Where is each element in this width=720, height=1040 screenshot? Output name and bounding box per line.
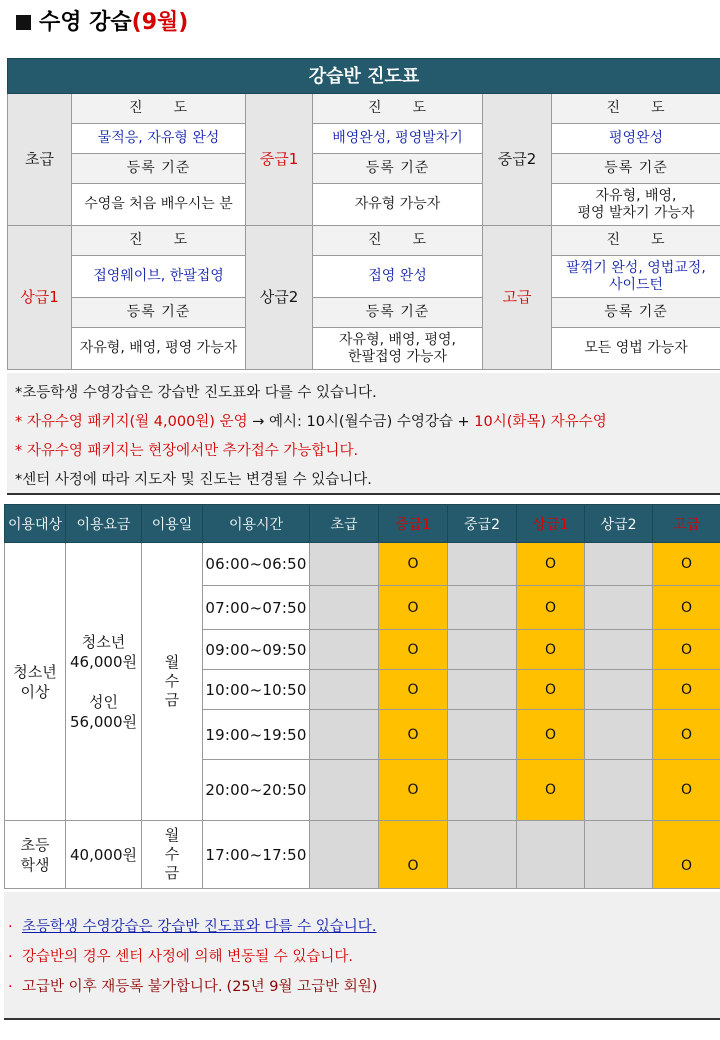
- notes-bottom: [4, 892, 720, 1020]
- time-slot: 07:00~07:50: [203, 586, 310, 630]
- cell-empty: [310, 670, 379, 710]
- bullet-icon: ·: [8, 949, 13, 965]
- note-class-change: [4, 942, 720, 972]
- criteria-advanced2: 자유형, 배영, 평영, 한팔접영 가능자: [313, 328, 483, 370]
- subhead-progress: 진 도: [313, 94, 483, 124]
- subhead-progress: 진 도: [72, 226, 246, 256]
- note-example-text: → 예시: 10시(월수금) 수영강습 +: [247, 414, 475, 430]
- notes-top: [7, 373, 720, 495]
- page-title-month: (9월): [131, 10, 189, 35]
- cell-empty: [517, 821, 585, 889]
- fee-youth-adult: 청소년 46,000원 성인 56,000원: [66, 543, 142, 821]
- days-youth-adult: 월 수 금: [142, 543, 203, 821]
- time-slot: 10:00~10:50: [203, 670, 310, 710]
- subhead-criteria: 등록 기준: [72, 298, 246, 328]
- cell-empty: [448, 543, 517, 586]
- time-slot: 09:00~09:50: [203, 630, 310, 670]
- cell-empty: [310, 821, 379, 889]
- cell-mark: O: [517, 760, 585, 821]
- cell-empty: [310, 543, 379, 586]
- days-elementary: 월 수 금: [142, 821, 203, 889]
- cell-mark: O: [653, 760, 720, 821]
- cell-empty: [448, 586, 517, 630]
- cell-mark: O: [517, 710, 585, 760]
- cell-empty: [448, 630, 517, 670]
- note-no-reregister: [4, 972, 720, 1002]
- progress-intermediate1: 배영완성, 평영발차기: [313, 124, 483, 154]
- note-class-change-text: 강습반의 경우 센터 사정에 의해 변동될 수 있습니다.: [22, 949, 354, 965]
- target-elementary: 초등 학생: [5, 821, 66, 889]
- cell-empty: [448, 760, 517, 821]
- col-advanced2: 상급2: [585, 505, 653, 543]
- cell-empty: [585, 670, 653, 710]
- col-fee: 이용요금: [66, 505, 142, 543]
- cell-empty: [310, 710, 379, 760]
- page-title-text: 수영 강습: [39, 10, 132, 35]
- cell-mark: O: [517, 543, 585, 586]
- subhead-progress: 진 도: [552, 226, 720, 256]
- cell-empty: [310, 630, 379, 670]
- cell-mark: O: [653, 630, 720, 670]
- progress-advanced2: 접영 완성: [313, 256, 483, 298]
- subhead-progress: 진 도: [72, 94, 246, 124]
- note-package-text: * 자유수영 패키지(월 4,000원) 운영: [15, 414, 248, 430]
- col-expert: 고급: [653, 505, 720, 543]
- level-expert: 고급: [483, 226, 552, 370]
- cell-empty: [585, 821, 653, 889]
- cell-mark: O: [653, 586, 720, 630]
- subhead-progress: 진 도: [313, 226, 483, 256]
- cell-empty: [585, 630, 653, 670]
- cell-mark: O: [379, 710, 448, 760]
- cell-empty: [585, 586, 653, 630]
- col-intermediate2: 중급2: [448, 505, 517, 543]
- progress-intermediate2: 평영완성: [552, 124, 720, 154]
- subhead-progress: 진 도: [552, 94, 720, 124]
- cell-empty: [448, 821, 517, 889]
- cell-mark: O: [653, 543, 720, 586]
- cell-empty: [585, 543, 653, 586]
- fee-elementary: 40,000원: [66, 821, 142, 889]
- note-elementary-link[interactable]: [4, 912, 720, 942]
- subhead-criteria: 등록 기준: [313, 298, 483, 328]
- subhead-criteria: 등록 기준: [72, 154, 246, 184]
- subhead-criteria: 등록 기준: [552, 298, 720, 328]
- criteria-advanced1: 자유형, 배영, 평영 가능자: [72, 328, 246, 370]
- cell-empty: [448, 710, 517, 760]
- level-beginner: 초급: [8, 94, 72, 226]
- time-slot: 06:00~06:50: [203, 543, 310, 586]
- cell-mark: O: [653, 821, 720, 889]
- cell-mark: O: [379, 821, 448, 889]
- level-intermediate1: 중급1: [246, 94, 313, 226]
- note-no-reregister-text: 고급반 이후 재등록 불가합니다.: [22, 979, 223, 995]
- cell-empty: [585, 760, 653, 821]
- square-bullet-icon: [16, 15, 31, 30]
- cell-mark: O: [517, 630, 585, 670]
- col-advanced1: 상급1: [517, 505, 585, 543]
- criteria-expert: 모든 영법 가능자: [552, 328, 720, 370]
- note-free-swim-package: [7, 408, 720, 437]
- level-advanced1: 상급1: [8, 226, 72, 370]
- note-example-free: 10시(화목) 자유수영: [474, 414, 607, 430]
- level-advanced2: 상급2: [246, 226, 313, 370]
- time-slot: 20:00~20:50: [203, 760, 310, 821]
- col-intermediate1: 중급1: [379, 505, 448, 543]
- bullet-icon: ·: [8, 979, 13, 995]
- cell-mark: O: [379, 760, 448, 821]
- cell-mark: O: [653, 670, 720, 710]
- note-elementary-link-text: 초등학생 수영강습은 강습반 진도표와 다를 수 있습니다.: [22, 919, 377, 935]
- schedule-table: [4, 504, 720, 889]
- progress-expert: 팔꺾기 완성, 영법교정, 사이드턴: [552, 256, 720, 298]
- level-intermediate2: 중급2: [483, 94, 552, 226]
- progress-advanced1: 접영웨이브, 한팔접영: [72, 256, 246, 298]
- cell-mark: O: [379, 586, 448, 630]
- subhead-criteria: 등록 기준: [552, 154, 720, 184]
- cell-mark: O: [379, 670, 448, 710]
- progress-beginner: 물적응, 자유형 완성: [72, 124, 246, 154]
- cell-mark: O: [517, 586, 585, 630]
- criteria-intermediate2: 자유형, 배영, 평영 발차기 가능자: [552, 184, 720, 226]
- note-elementary: *초등학생 수영강습은 강습반 진도표와 다를 수 있습니다.: [15, 385, 377, 401]
- col-beginner: 초급: [310, 505, 379, 543]
- cell-empty: [310, 586, 379, 630]
- criteria-intermediate1: 자유형 가능자: [313, 184, 483, 226]
- subhead-criteria: 등록 기준: [313, 154, 483, 184]
- note-no-reregister-detail: (25년 9월 고급반 회원): [226, 979, 378, 995]
- col-time: 이용시간: [203, 505, 310, 543]
- bullet-icon: ·: [8, 919, 13, 935]
- note-change-notice: *센터 사정에 따라 지도자 및 진도는 변경될 수 있습니다.: [15, 472, 372, 488]
- cell-empty: [448, 670, 517, 710]
- cell-empty: [585, 710, 653, 760]
- progress-banner: 강습반 진도표: [8, 59, 720, 94]
- cell-mark: O: [379, 630, 448, 670]
- col-target: 이용대상: [5, 505, 66, 543]
- target-youth-adult: 청소년 이상: [5, 543, 66, 821]
- cell-mark: O: [517, 670, 585, 710]
- time-slot: 17:00~17:50: [203, 821, 310, 889]
- progress-table: [7, 58, 720, 370]
- cell-empty: [310, 760, 379, 821]
- criteria-beginner: 수영을 처음 배우시는 분: [72, 184, 246, 226]
- time-slot: 19:00~19:50: [203, 710, 310, 760]
- cell-mark: O: [379, 543, 448, 586]
- cell-mark: O: [653, 710, 720, 760]
- page-title: [16, 8, 188, 38]
- note-onsite-only: * 자유수영 패키지는 현장에서만 추가접수 가능합니다.: [15, 443, 359, 459]
- col-days: 이용일: [142, 505, 203, 543]
